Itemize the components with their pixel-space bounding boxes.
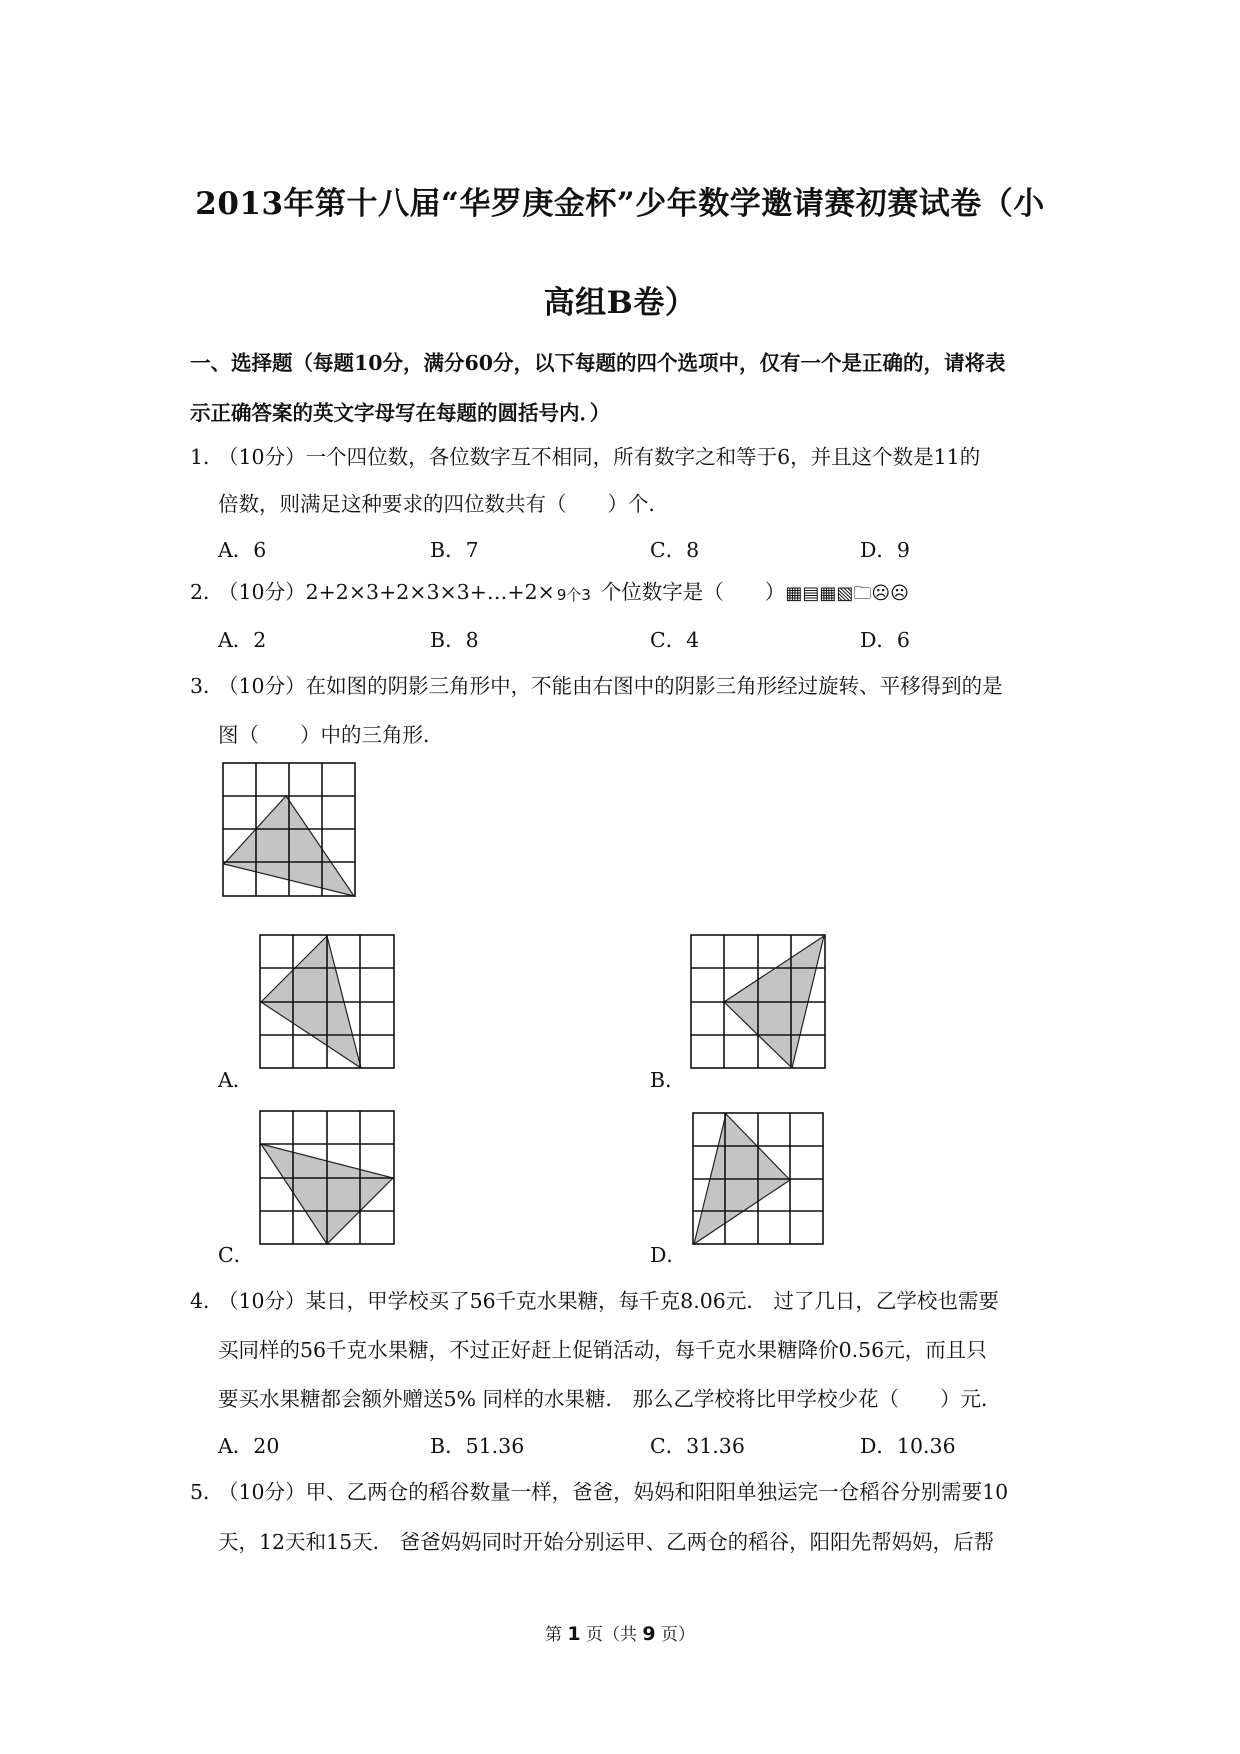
q3-label-a: A． xyxy=(218,1068,254,1092)
q5-number: 5． xyxy=(190,1480,224,1504)
q3-option-c-figure xyxy=(259,1110,395,1246)
q1-number: 1． xyxy=(190,445,224,469)
q3-option-a-figure xyxy=(259,934,395,1070)
q2-text-pre: （10分）2+2×3+2×3×3+…+2× xyxy=(218,580,555,604)
q3-label-c: C． xyxy=(218,1243,255,1267)
q3-reference-figure xyxy=(222,762,356,898)
q2-text-post: 个位数字是（ ） xyxy=(600,580,786,604)
q4-text-line1: （10分）某日，甲学校买了56千克水果糖，每千克8.06元． 过了几日，乙学校也需要 xyxy=(218,1289,999,1313)
q3-option-b-figure xyxy=(690,934,826,1070)
q2-option-d: D．6 xyxy=(860,628,910,652)
page-footer xyxy=(0,1620,1240,1645)
q3-label-d: D． xyxy=(650,1243,687,1267)
section-heading-line2: 示正确答案的英文字母写在每题的圆括号内．） xyxy=(190,401,611,425)
q2-underbrace-term xyxy=(555,579,601,604)
q4-option-a: A．20 xyxy=(218,1434,280,1458)
q1-option-d: D．9 xyxy=(860,538,910,562)
q5-text-line1: （10分）甲、乙两仓的稻谷数量一样，爸爸，妈妈和阳阳单独运完一仓稻谷分别需要10 xyxy=(218,1480,1009,1504)
q3-label-b: B． xyxy=(650,1068,686,1092)
q2-option-b: B．8 xyxy=(430,628,479,652)
q1-text-line1: （10分）一个四位数，各位数字互不相同，所有数字之和等于6，并且这个数是11的 xyxy=(218,445,981,469)
q1-option-c: C．8 xyxy=(650,538,700,562)
q4-text-line2: 买同样的56千克水果糖，不过正好赶上促销活动，每千克水果糖降价0.56元，而且只 xyxy=(218,1338,987,1362)
q1-option-b: B．7 xyxy=(430,538,479,562)
q3-number: 3． xyxy=(190,674,224,698)
q2-stack-top: 9个3 xyxy=(556,586,591,604)
q3-option-d-figure xyxy=(692,1112,824,1246)
q3-text-line2: 图（ ）中的三角形． xyxy=(218,723,444,747)
q1-text-line2: 倍数，则满足这种要求的四位数共有（ ）个． xyxy=(218,492,669,516)
q2-garbled-symbols: ▦▤▦▧🗀☹☹ xyxy=(785,583,909,604)
q4-number: 4． xyxy=(190,1289,224,1313)
footer-total-pages: 9 xyxy=(642,1623,656,1645)
q2-option-c: C．4 xyxy=(650,628,700,652)
footer-post: 页） xyxy=(661,1625,696,1645)
q1-option-a: A．6 xyxy=(218,538,267,562)
footer-page-number: 1 xyxy=(567,1623,581,1645)
q2-option-a: A．2 xyxy=(218,628,267,652)
q5-text-line2: 天，12天和15天． 爸爸妈妈同时开始分别运甲、乙两仓的稻谷，阳阳先帮妈妈，后帮 xyxy=(218,1530,995,1554)
q4-option-d: D．10.36 xyxy=(860,1434,956,1458)
q2-number: 2． xyxy=(190,580,224,604)
q4-option-c: C．31.36 xyxy=(650,1434,745,1458)
section-heading-line1: 一、选择题（每题10分，满分60分，以下每题的四个选项中，仅有一个是正确的，请将表 xyxy=(190,351,1006,375)
footer-mid: 页（共 xyxy=(586,1625,637,1645)
q3-text-line1: （10分）在如图的阴影三角形中，不能由右图中的阴影三角形经过旋转、平移得到的是 xyxy=(218,674,1003,698)
q4-text-line3: 要买水果糖都会额外赠送5% 同样的水果糖． 那么乙学校将比甲学校少花（ ）元． xyxy=(218,1387,1002,1411)
footer-pre: 第 xyxy=(544,1625,562,1645)
exam-title-line2: 高组B卷） xyxy=(543,285,697,321)
q4-option-b: B．51.36 xyxy=(430,1434,525,1458)
exam-title-line1: 2013年第十八届“华罗庚金杯”少年数学邀请赛初赛试卷（小 xyxy=(195,186,1045,222)
q2-text xyxy=(218,575,909,611)
